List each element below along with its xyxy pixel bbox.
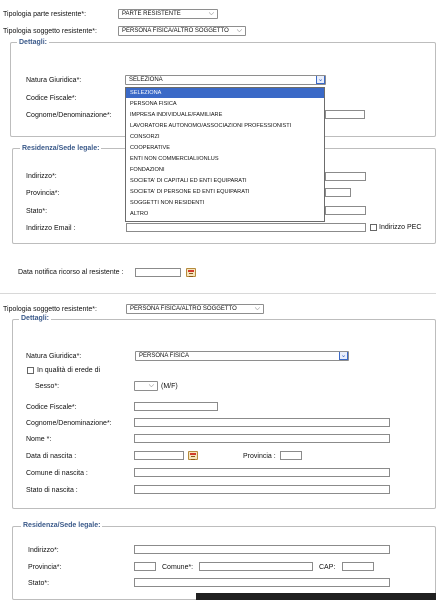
nome-label: Nome *: [26, 436, 52, 443]
cognome-input[interactable] [325, 110, 365, 119]
cap-input[interactable] [342, 562, 374, 571]
residenza-legend-2: Residenza/Sede legale: [23, 522, 101, 529]
dettagli-legend: Dettagli: [19, 39, 47, 46]
tipologia-soggetto-value: PERSONA FISICA/ALTRO SOGGETTO [122, 28, 229, 34]
erede-label: In qualità di erede di [37, 367, 101, 374]
pec-label: Indirizzo PEC [379, 224, 422, 231]
cognome-label: Cognome/Denominazione*: [26, 112, 112, 119]
tipologia-parte-select[interactable] [118, 9, 218, 19]
data-nascita-label: Data di nascita : [26, 453, 77, 460]
sesso-label: Sesso*: [35, 383, 60, 390]
indirizzo-input-2[interactable] [134, 545, 390, 554]
dettagli-legend-2: Dettagli: [21, 315, 49, 322]
natura-giuridica-value: SELEZIONA [129, 77, 163, 83]
stato-label: Stato*: [26, 208, 48, 215]
comune-input[interactable] [199, 562, 313, 571]
dropdown-option[interactable]: CONSORZI [130, 134, 160, 140]
stato-label-2: Stato*: [28, 580, 50, 587]
residenza-legend: Residenza/Sede legale: [22, 145, 100, 152]
indirizzo-label: Indirizzo*: [26, 173, 57, 180]
tipologia-soggetto-label: Tipologia soggetto resistente*: [3, 28, 97, 35]
provincia-input[interactable] [325, 188, 351, 197]
chevron-down-icon: ⌵ [254, 305, 260, 312]
natura-giuridica-value-2: PERSONA FISICA [139, 353, 190, 359]
comune-nascita-input[interactable] [134, 468, 390, 477]
tipologia-parte-value: PARTE RESISTENTE [122, 11, 181, 17]
cognome-input-2[interactable] [134, 418, 390, 427]
tipologia-soggetto-label-2: Tipologia soggetto resistente*: [3, 306, 97, 313]
tipologia-parte-label: Tipologia parte resistente*: [3, 11, 87, 18]
natura-giuridica-select[interactable] [125, 75, 326, 85]
nome-input[interactable] [134, 434, 390, 443]
dropdown-option[interactable]: PERSONA FISICA [130, 101, 177, 107]
chevron-down-icon[interactable]: ⌄ [340, 352, 347, 359]
email-label: Indirizzo Email : [26, 225, 76, 232]
sesso-hint: (M/F) [161, 383, 178, 390]
cap-label: CAP: [319, 564, 336, 571]
indirizzo-input[interactable] [325, 172, 366, 181]
stato-nascita-label: Stato di nascita : [26, 487, 78, 494]
codice-fiscale-input[interactable] [134, 402, 218, 411]
dropdown-option[interactable]: SELEZIONA [126, 88, 324, 98]
dropdown-option[interactable]: COOPERATIVE [130, 145, 170, 151]
chevron-down-icon: ⌵ [236, 27, 242, 34]
natura-giuridica-select-2[interactable] [135, 351, 349, 361]
tipologia-soggetto-value-2: PERSONA FISICA/ALTRO SOGGETTO [130, 306, 237, 312]
dropdown-option[interactable]: FONDAZIONI [130, 167, 165, 173]
dropdown-option[interactable]: SOGGETTI NON RESIDENTI [130, 200, 205, 206]
provincia-label-2: Provincia*: [28, 564, 62, 571]
dropdown-option[interactable]: LAVORATORE AUTONOMO/ASSOCIAZIONI PROFESSIONISTI [130, 123, 292, 129]
chevron-down-icon[interactable]: ⌄ [317, 76, 324, 83]
data-nascita-input[interactable] [134, 451, 184, 460]
provincia-nascita-input[interactable] [280, 451, 302, 460]
provincia-input-2[interactable] [134, 562, 156, 571]
codice-fiscale-label: Codice Fiscale*: [26, 95, 77, 102]
codice-fiscale-label-2: Codice Fiscale*: [26, 404, 77, 411]
panel-separator [0, 293, 436, 294]
dropdown-option[interactable]: SOCIETA' DI PERSONE ED ENTI EQUIPARATI [130, 189, 250, 195]
chevron-down-icon: ⌵ [148, 382, 154, 389]
provincia-nascita-label: Provincia : [243, 453, 276, 460]
indirizzo-label-2: Indirizzo*: [28, 547, 59, 554]
data-notifica-input[interactable] [135, 268, 181, 277]
chevron-down-icon: ⌵ [208, 10, 214, 17]
sesso-select[interactable] [134, 381, 158, 391]
stato-nascita-input[interactable] [134, 485, 390, 494]
tipologia-soggetto-select[interactable] [118, 26, 246, 36]
stato-input-2[interactable] [134, 578, 390, 587]
email-input[interactable] [126, 223, 366, 232]
stato-input[interactable] [325, 206, 366, 215]
data-notifica-label: Data notifica ricorso al resistente : [18, 269, 124, 276]
calendar-icon[interactable] [186, 268, 196, 277]
dropdown-option[interactable]: IMPRESA INDIVIDUALE/FAMILIARE [130, 112, 223, 118]
calendar-icon[interactable] [188, 451, 198, 460]
natura-giuridica-dropdown [125, 87, 325, 222]
dropdown-option[interactable]: ENTI NON COMMERCIALI/ONLUS [130, 156, 219, 162]
bottom-dark-bar [196, 593, 436, 600]
comune-label: Comune*: [162, 564, 194, 571]
natura-giuridica-label: Natura Giuridica*: [26, 77, 82, 84]
cognome-label-2: Cognome/Denominazione*: [26, 420, 112, 427]
pec-checkbox[interactable] [370, 224, 377, 231]
comune-nascita-label: Comune di nascita : [26, 470, 88, 477]
dropdown-option[interactable]: SOCIETA' DI CAPITALI ED ENTI EQUIPARATI [130, 178, 247, 184]
dettagli-fieldset-2 [12, 319, 436, 509]
natura-giuridica-label-2: Natura Giuridica*: [26, 353, 82, 360]
provincia-label: Provincia*: [26, 190, 60, 197]
dropdown-option[interactable]: ALTRO [130, 211, 149, 217]
tipologia-soggetto-select-2[interactable] [126, 304, 264, 314]
erede-checkbox[interactable] [27, 367, 34, 374]
